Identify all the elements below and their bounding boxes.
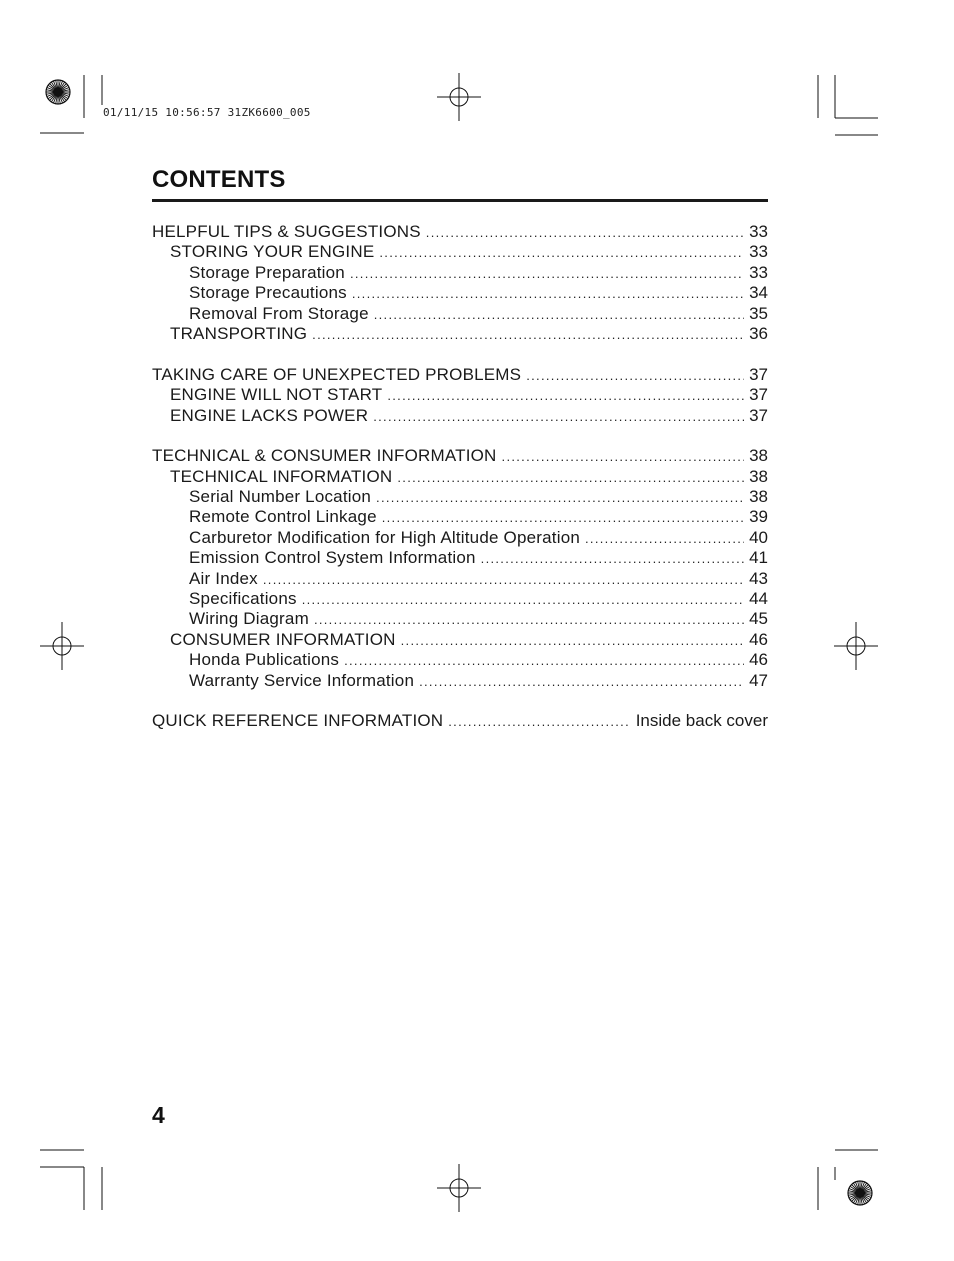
toc-entry [152,548,768,568]
toc-dot-leader [526,366,744,385]
toc-dot-leader [302,590,744,609]
toc-entry-label: CONSUMER INFORMATION [170,629,396,649]
toc-entry-page: 43 [749,568,768,588]
toc-entry-page: 35 [749,303,768,323]
toc-entry-page: 37 [749,405,768,425]
toc-entry-label: HELPFUL TIPS & SUGGESTIONS [152,222,421,241]
toc-entry [152,487,768,507]
table-of-contents [152,222,768,732]
toc-entry-page: 46 [749,650,768,670]
toc-dot-leader [376,488,744,507]
toc-entry-page: Inside back cover [635,711,768,731]
toc-entry [152,711,768,731]
toc-dot-leader [397,468,744,487]
toc-entry-label: TRANSPORTING [170,323,308,343]
toc-entry-page: 47 [749,670,768,690]
toc-entry-label: Serial Number Location [189,487,372,507]
toc-dot-leader [373,407,744,426]
toc-entry-page: 37 [749,385,768,405]
toc-entry-label: QUICK REFERENCE INFORMATION [152,711,444,731]
crosshair-mark-icon [40,622,84,670]
toc-dot-leader [426,223,744,242]
toc-entry-label: TECHNICAL & CONSUMER INFORMATION [152,446,497,466]
toc-spacer [152,426,768,446]
toc-entry [152,365,768,385]
crosshair-mark-icon [834,622,878,670]
toc-dot-leader [314,610,744,629]
toc-entry-page: 33 [749,262,768,282]
toc-entry-page: 37 [749,364,768,384]
toc-entry [152,609,768,629]
toc-entry [152,528,768,548]
sunburst-mark-icon [848,1181,872,1205]
toc-entry [152,630,768,650]
toc-entry-page: 38 [749,446,768,466]
toc-entry-label: Wiring Diagram [189,609,309,629]
toc-entry-label: TECHNICAL INFORMATION [170,466,393,486]
toc-entry [152,467,768,487]
toc-entry-page: 41 [749,548,768,568]
toc-entry-label: STORING YOUR ENGINE [170,242,375,262]
toc-entry-page: 39 [749,507,768,527]
toc-entry-label: Storage Preparation [189,262,345,282]
toc-entry-label: ENGINE LACKS POWER [170,405,369,425]
toc-entry-page: 33 [749,242,768,262]
toc-entry [152,406,768,426]
toc-dot-leader [481,549,744,568]
toc-entry-label: Remote Control Linkage [189,507,377,527]
toc-dot-leader [502,447,745,466]
toc-entry-page: 38 [749,466,768,486]
toc-entry [152,283,768,303]
toc-dot-leader [387,386,744,405]
toc-entry [152,589,768,609]
toc-entry [152,446,768,466]
toc-entry [152,507,768,527]
toc-entry [152,650,768,670]
sunburst-mark-icon [46,80,70,104]
toc-spacer [152,691,768,711]
toc-dot-leader [374,305,744,324]
toc-dot-leader [344,651,744,670]
toc-entry-label: Honda Publications [189,650,340,670]
crosshair-mark-icon [437,73,481,121]
toc-entry-label: Air Index [189,568,258,588]
toc-dot-leader [350,264,744,283]
toc-entry [152,671,768,691]
toc-dot-leader [312,325,744,344]
toc-dot-leader [448,712,630,731]
toc-entry [152,222,768,242]
toc-entry [152,263,768,283]
toc-dot-leader [401,631,744,650]
toc-entry-page: 40 [749,527,768,547]
toc-entry-label: ENGINE WILL NOT START [170,385,383,405]
toc-dot-leader [263,570,744,589]
toc-entry-page: 33 [749,222,768,241]
print-timestamp: 01/11/15 10:56:57 31ZK6600_005 [103,106,311,119]
crosshair-mark-icon [437,1164,481,1212]
toc-entry-page: 46 [749,629,768,649]
toc-entry-page: 36 [749,323,768,343]
toc-entry-label: Removal From Storage [189,303,369,323]
toc-dot-leader [379,243,744,262]
toc-dot-leader [419,672,744,691]
toc-entry [152,385,768,405]
toc-entry-page: 34 [749,283,768,303]
page-number: 4 [152,1102,165,1128]
page-title: CONTENTS [152,166,286,193]
toc-entry [152,304,768,324]
toc-entry-page: 45 [749,609,768,629]
toc-entry-page: 38 [749,487,768,507]
toc-dot-leader [352,284,744,303]
toc-dot-leader [585,529,744,548]
toc-entry-label: Carburetor Modification for High Altitude Operation [189,527,581,547]
toc-spacer [152,344,768,364]
toc-entry-page: 44 [749,589,768,609]
title-rule [152,199,768,202]
toc-entry-label: Storage Precautions [189,283,347,303]
toc-entry-label: TAKING CARE OF UNEXPECTED PROBLEMS [152,364,522,384]
toc-entry [152,242,768,262]
toc-entry-label: Emission Control System Information [189,548,476,568]
toc-entry [152,324,768,344]
toc-dot-leader [382,508,744,527]
toc-entry [152,569,768,589]
toc-entry-label: Warranty Service Information [189,670,415,690]
toc-entry-label: Specifications [189,589,297,609]
